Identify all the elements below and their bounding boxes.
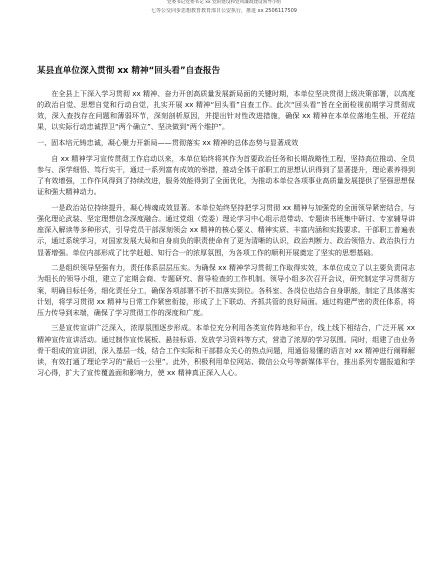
- page-header-line-2: 七等公交同步思想教育教育部日公安执行，推进 xx 2506117509: [151, 8, 297, 14]
- document-body: [37, 88, 415, 383]
- body-paragraph: 三是宣传宣讲广泛深入，浓厚氛围逐步形成。本单位充分利用各类宣传阵地和平台，线上线下相结合，广泛开展 xx 精神宣传宣讲活动。通过制作宣传展板、悬挂标语、发放学习资料等方式，营造了浓厚的学习氛围。同时，组建了由业务骨干组成的宣讲团，深入基层一线，结合工作实际和干部群众关心的热点问题，用通俗易懂的语言对 xx 精神进行阐释解读，有效打通了理论学习的“最后一公里”。此外，积极利用单位网站、微信公众号等新媒体平台，推出系列专题报道和学习心得，扩大了宣传覆盖面和影响力，使 xx 精神真正深入人心。: [37, 323, 415, 378]
- page-header-line-1: 党委书记党委书记 xx 党的建设和党风廉政建设领导小组: [166, 0, 282, 5]
- document-title: 某县直单位深入贯彻 xx 精神“回头看”自查报告: [37, 66, 221, 76]
- body-paragraph: 一是政治站位持续提升，凝心铸魂成效显著。本单位始终坚持把学习贯彻 xx 精神与加强党的全面领导紧密结合，与强化理论武装、坚定理想信念深度融合。通过党组（党委）理论学习中心组示范带动、专题读书班集中研讨、专家辅导讲座深入解读等多种形式，引导党员干部深刻领会 xx 精神的核心要义、精神实质、丰富内涵和实践要求。干部职工普遍表示，通过系统学习，对国家发展大局和自身肩负的职责使命有了更为清晰的认识，政治判断力、政治领悟力、政治执行力显著增强。单位内部形成了比学赶超、知行合一的浓厚氛围，为各项工作的顺利开展奠定了坚实的思想基础。: [37, 202, 415, 257]
- intro-paragraph: 在全县上下深入学习贯彻 xx 精神、奋力开创高质量发展新局面的关键时期，本单位坚决贯彻上级决策部署，以高度的政治自觉、思想自觉和行动自觉，扎实开展 xx 精神“回头看”自查工作。此次“回头看”旨在全面检视前期学习贯彻成效，深入查找存在问题和薄弱环节，深刻剖析原因，并提出针对性改进措施，确保 xx 精神在本单位落地生根、开花结果，以实际行动忠诚捍卫“两个确立”、坚决做到“两个维护”。: [37, 89, 415, 132]
- body-paragraph: 二是组织领导坚强有力，责任体系层层压实。为确保 xx 精神学习贯彻工作取得实效，本单位成立了以主要负责同志为组长的领导小组，建立了定期会商、专题研究、督导检查的工作机制。领导小组多次召开会议，研究制定学习贯彻方案，明确目标任务，细化责任分工，确保各项部署不折不扣落实到位。各科室、各岗位也结合自身职能，制定了具体落实计划，将学习贯彻 xx 精神与日常工作紧密衔接，形成了上下联动、齐抓共管的良好局面。通过构建严密的责任体系，将压力传导到末端，确保了学习贯彻工作的深度和广度。: [37, 263, 415, 317]
- section-heading: 一、固本培元铸忠诚，凝心聚力开新局——贯彻落实 xx 精神的总体态势与显著成效: [37, 138, 299, 148]
- body-paragraph: 自 xx 精神学习宣传贯彻工作启动以来，本单位始终将其作为首要政治任务和长期战略性工程，坚持高位推动、全员参与、深学细悟、笃行实干，通过一系列富有成效的举措，推动全体干部职工的思想认识得到了显著提升，理论素养得到了有效增强，工作作风得到了持续改进，服务效能得到了全面优化，为推动本单位各项事业高质量发展提供了坚强思想保证和强大精神动力。: [37, 153, 415, 197]
